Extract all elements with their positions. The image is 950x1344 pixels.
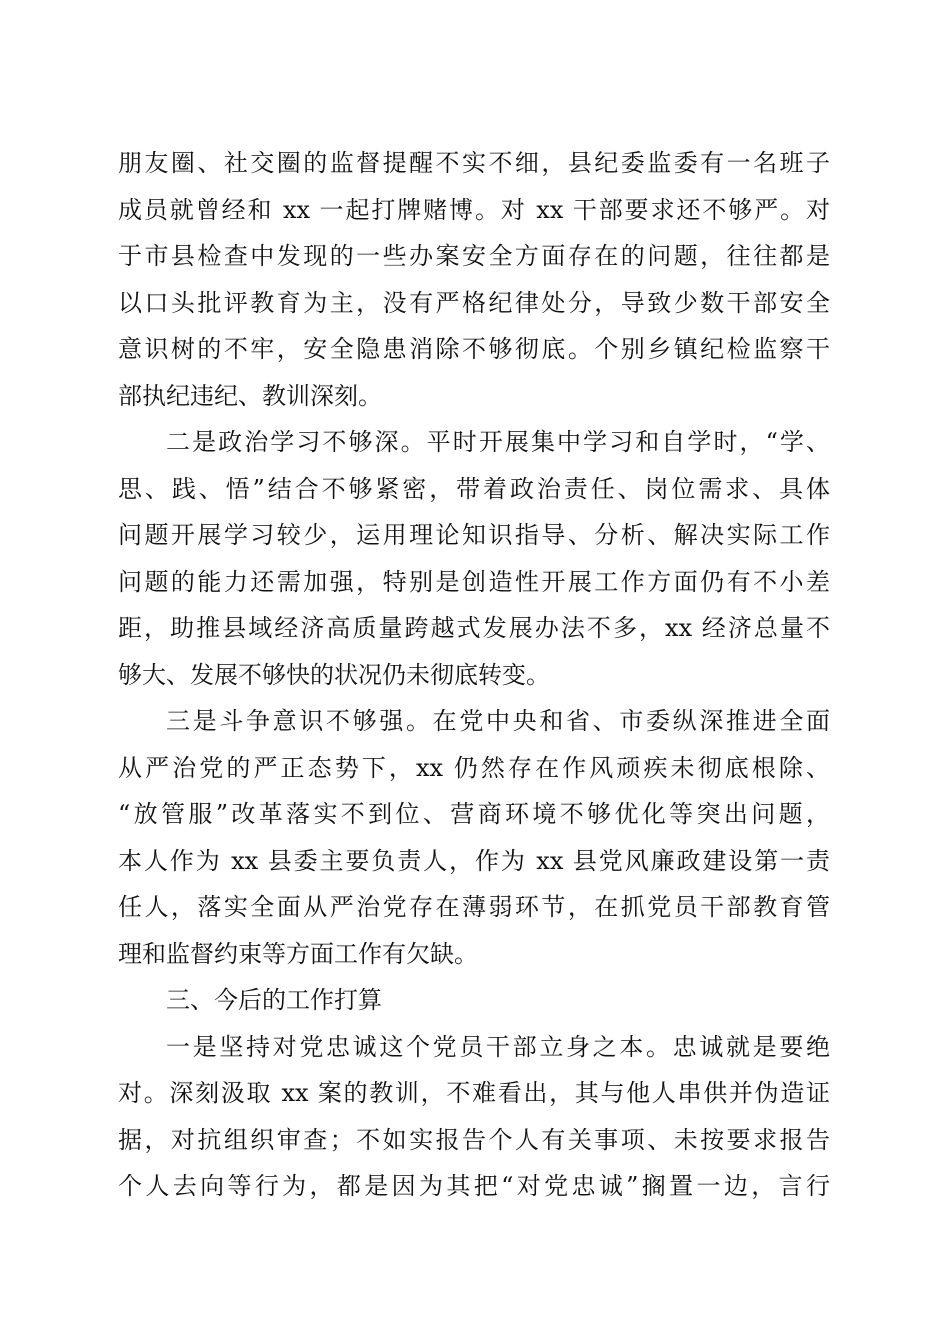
text-line: 从严治党的严正态势下，xx 仍然存在作风顽疾未彻底根除、 bbox=[118, 753, 830, 782]
paragraph-continuation bbox=[118, 140, 830, 419]
text-line: 部执纪违纪、教训深刻。 bbox=[118, 381, 382, 410]
text-line: “放管服”改革落实不到位、营商环境不够优化等突出问题， bbox=[118, 800, 830, 828]
text-line: 于市县检查中发现的一些办案安全方面存在的问题，往往都是 bbox=[118, 242, 830, 270]
text-line: 二是政治学习不够深。平时开展集中学习和自学时，“学、 bbox=[166, 428, 830, 456]
text-line: 任人，落实全面从严治党存在薄弱环节，在抓党员干部教育管 bbox=[118, 893, 830, 921]
paragraph-struggle-awareness bbox=[118, 698, 830, 977]
text-line: 够大、发展不够快的状况仍未彻底转变。 bbox=[118, 660, 550, 689]
text-line: 一是坚持对党忠诚这个党员干部立身之本。忠诚就是要绝 bbox=[166, 1032, 830, 1061]
text-line: 思、践、悟”结合不够紧密，带着政治责任、岗位需求、具体 bbox=[118, 474, 830, 503]
section-heading bbox=[118, 977, 830, 1024]
text-line: 以口头批评教育为主，没有严格纪律处分，导致少数干部安全 bbox=[118, 288, 830, 317]
text-line: 问题开展学习较少，运用理论知识指导、分析、解决实际工作 bbox=[118, 521, 830, 549]
text-line: 据，对抗组织审查；不如实报告个人有关事项、未按要求报告 bbox=[118, 1125, 830, 1154]
text-line: 距，助推县域经济高质量跨越式发展办法不多，xx 经济总量不 bbox=[118, 614, 830, 642]
text-line: 本人作为 xx 县委主要负责人，作为 xx 县党风廉政建设第一责 bbox=[118, 846, 830, 875]
document-body bbox=[118, 140, 830, 1210]
text-line: 问题的能力还需加强，特别是创造性开展工作方面仍有不小差 bbox=[118, 567, 830, 596]
text-line: 三是斗争意识不够强。在党中央和省、市委纵深推进全面 bbox=[166, 707, 830, 735]
paragraph-loyalty bbox=[118, 1024, 830, 1210]
text-line: 成员就曾经和 xx 一起打牌赌博。对 xx 干部要求还不够严。对 bbox=[118, 195, 830, 224]
heading-text: 三、今后的工作打算 bbox=[166, 986, 382, 1014]
text-line: 朋友圈、社交圈的监督提醒不实不细，县纪委监委有一名班子 bbox=[118, 149, 830, 177]
text-line: 对。深刻汲取 xx 案的教训，不难看出，其与他人串供并伪造证 bbox=[118, 1079, 830, 1107]
text-line: 意识树的不牢，安全隐患消除不够彻底。个别乡镇纪检监察干 bbox=[118, 335, 830, 363]
text-line: 理和监督约束等方面工作有欠缺。 bbox=[118, 939, 478, 968]
text-line: 个人去向等行为，都是因为其把“对党忠诚”搁置一边，言行 bbox=[118, 1172, 830, 1200]
paragraph-political-study bbox=[118, 419, 830, 698]
